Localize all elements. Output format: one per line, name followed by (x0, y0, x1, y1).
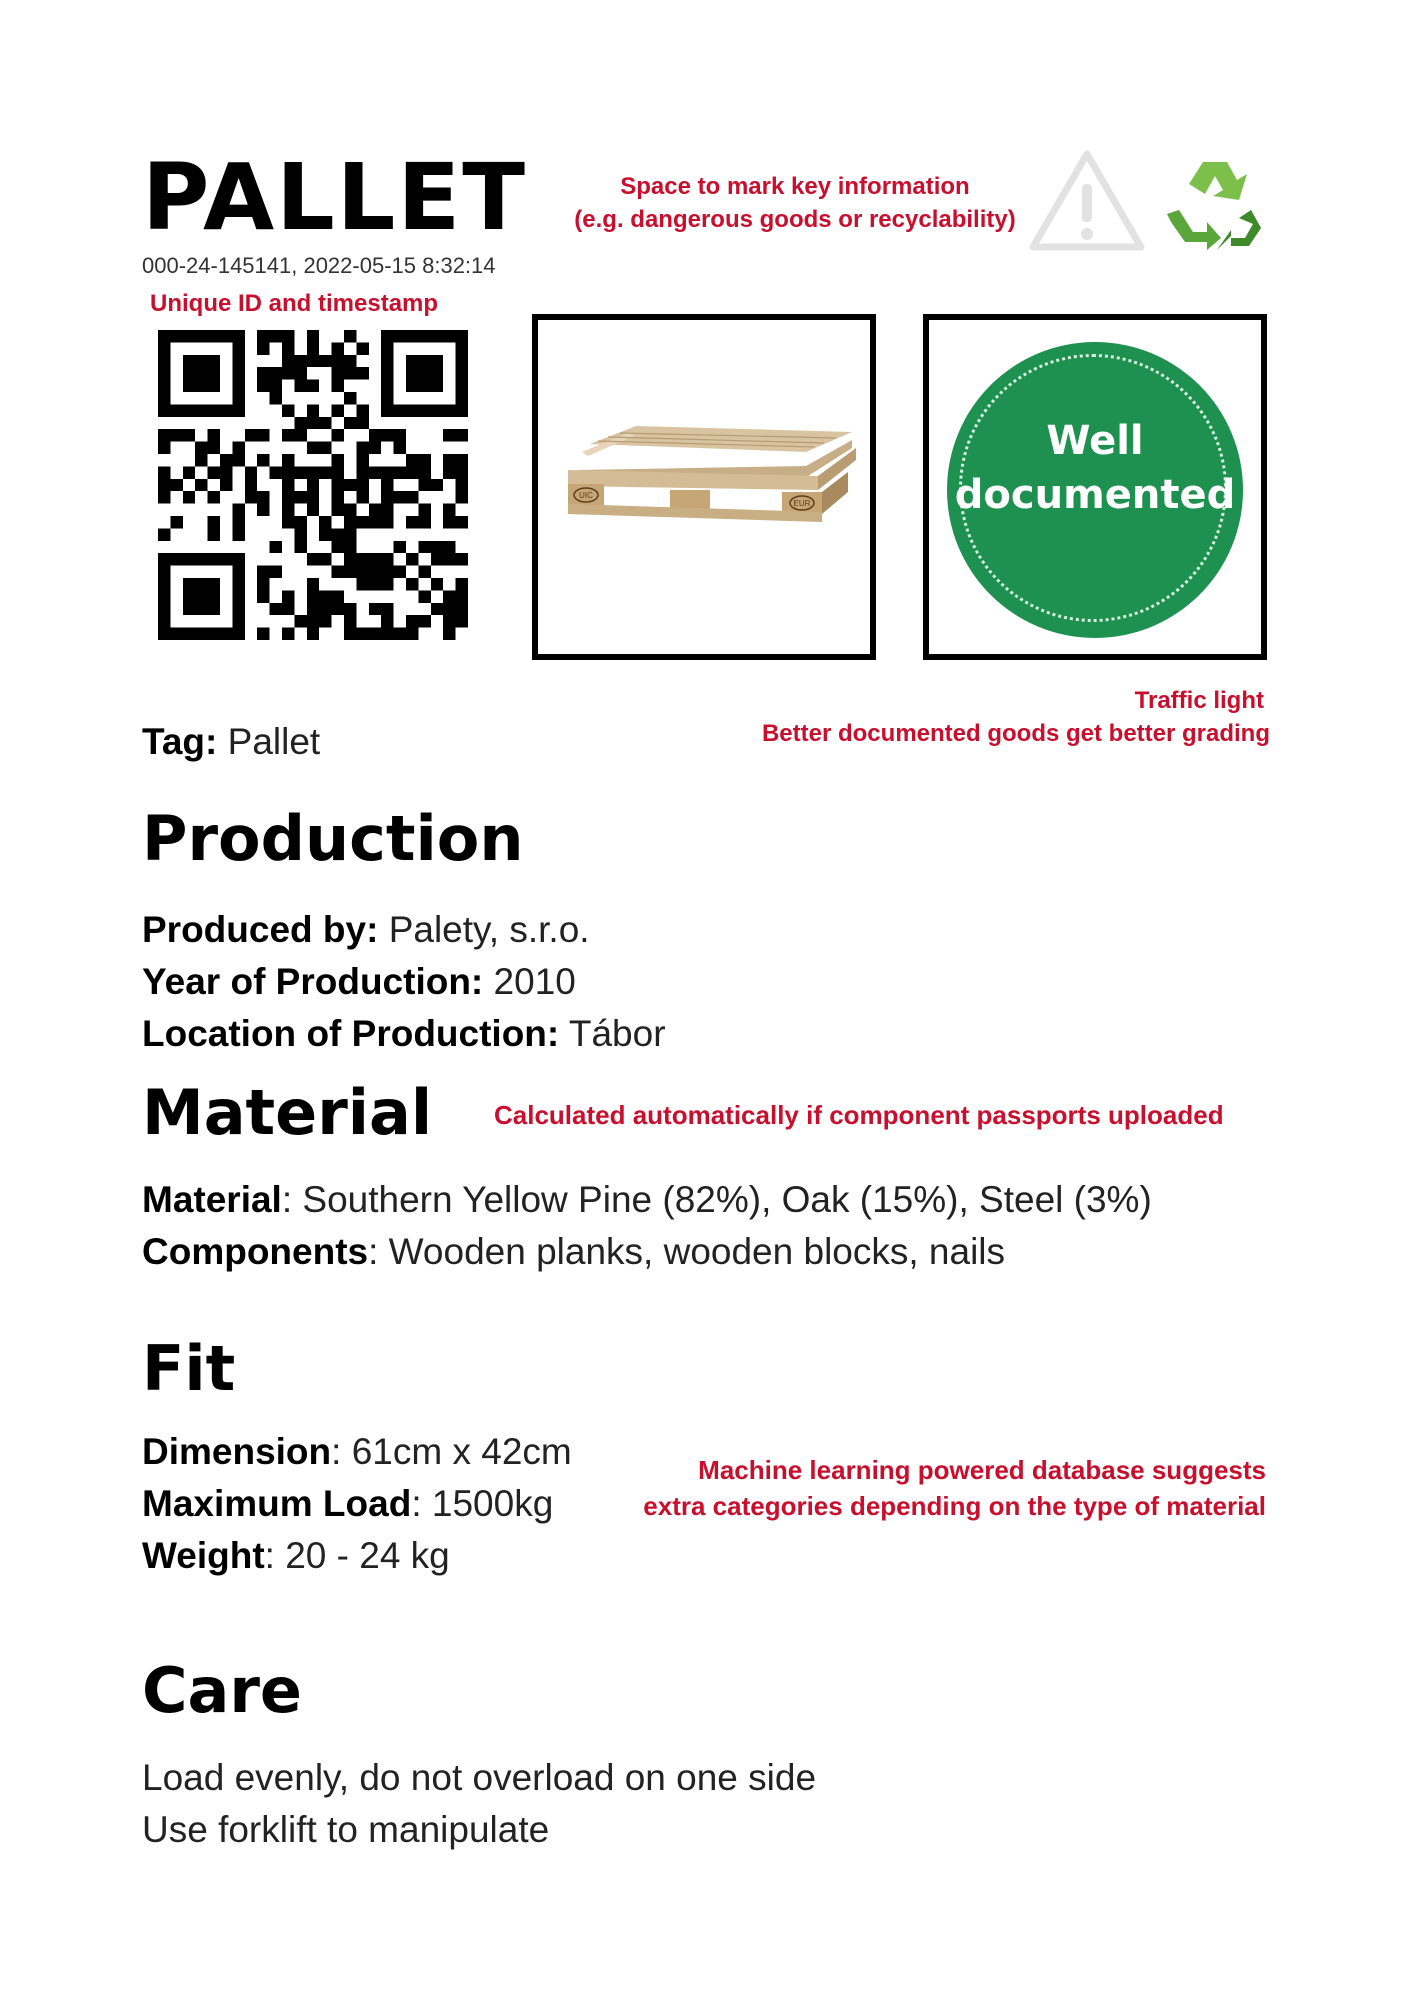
grade-badge (947, 342, 1243, 638)
ml-line2: extra categories depending on the type of material (643, 1491, 1266, 1521)
produced-by-row (142, 904, 666, 956)
location-row (142, 1008, 666, 1060)
dimension-row (142, 1426, 572, 1478)
weight-value: : 20 - 24 kg (264, 1535, 450, 1576)
fit-heading: Fit (142, 1332, 236, 1405)
traffic-light-title: Traffic light (1134, 687, 1264, 714)
dimension-label: Dimension (142, 1431, 332, 1472)
material-auto-annotation: Calculated automatically if component passports uploaded (494, 1100, 1224, 1130)
tag-value: Pallet (227, 721, 321, 762)
year-label: Year of Production: (142, 961, 484, 1002)
product-image-frame (532, 314, 876, 660)
stamp-uic: UIC (579, 491, 593, 500)
care-heading: Care (142, 1654, 302, 1727)
production-section (142, 904, 666, 1060)
recycle-icon (1165, 152, 1265, 252)
traffic-light-annotation (700, 684, 1270, 750)
tag-row (142, 716, 320, 768)
qr-code-icon (158, 330, 468, 640)
badge-text (947, 414, 1243, 522)
material-row (142, 1174, 1152, 1226)
care-line1: Load evenly, do not overload on one side (142, 1757, 817, 1798)
year-row (142, 956, 666, 1008)
max-load-label: Maximum Load (142, 1483, 412, 1524)
care-line2: Use forklift to manipulate (142, 1809, 550, 1850)
location-label: Location of Production: (142, 1013, 560, 1054)
material-value: : Southern Yellow Pine (82%), Oak (15%), Steel (3%) (281, 1179, 1152, 1220)
ml-annotation (600, 1452, 1266, 1524)
key-info-line1: Space to mark key information (620, 173, 970, 200)
warning-icon (1028, 148, 1146, 252)
components-value: : Wooden planks, wooden blocks, nails (368, 1231, 1006, 1272)
care-section (142, 1752, 816, 1856)
stamp-eur: EUR (793, 499, 811, 508)
badge-line1: Well (1046, 418, 1144, 464)
material-section (142, 1174, 1152, 1278)
badge-line2: documented (954, 472, 1236, 518)
location-value: Tábor (568, 1013, 666, 1054)
key-info-line2: (e.g. dangerous goods or recyclability) (574, 206, 1016, 233)
produced-by-value: Palety, s.r.o. (388, 909, 590, 950)
weight-label: Weight (142, 1535, 265, 1576)
tag-label: Tag: (142, 721, 218, 762)
key-info-annotation (560, 170, 1030, 236)
production-heading: Production (142, 802, 524, 875)
components-row (142, 1226, 1152, 1278)
unique-id-annotation: Unique ID and timestamp (150, 290, 439, 317)
ml-line1: Machine learning powered database suggests (698, 1455, 1266, 1485)
year-value: 2010 (493, 961, 576, 1002)
max-load-value: : 1500kg (411, 1483, 554, 1524)
page-title: PALLET (142, 144, 528, 251)
traffic-light-frame (923, 314, 1267, 660)
pallet-image (538, 320, 870, 654)
fit-section (142, 1426, 572, 1582)
traffic-light-desc: Better documented goods get better grading (761, 720, 1270, 747)
weight-row (142, 1530, 572, 1582)
components-label: Components (142, 1231, 369, 1272)
max-load-row (142, 1478, 572, 1530)
dimension-value: : 61cm x 42cm (331, 1431, 572, 1472)
material-label: Material (142, 1179, 282, 1220)
id-timestamp: 000-24-145141, 2022-05-15 8:32:14 (142, 253, 496, 278)
produced-by-label: Produced by: (142, 909, 379, 950)
material-heading: Material (142, 1076, 433, 1149)
